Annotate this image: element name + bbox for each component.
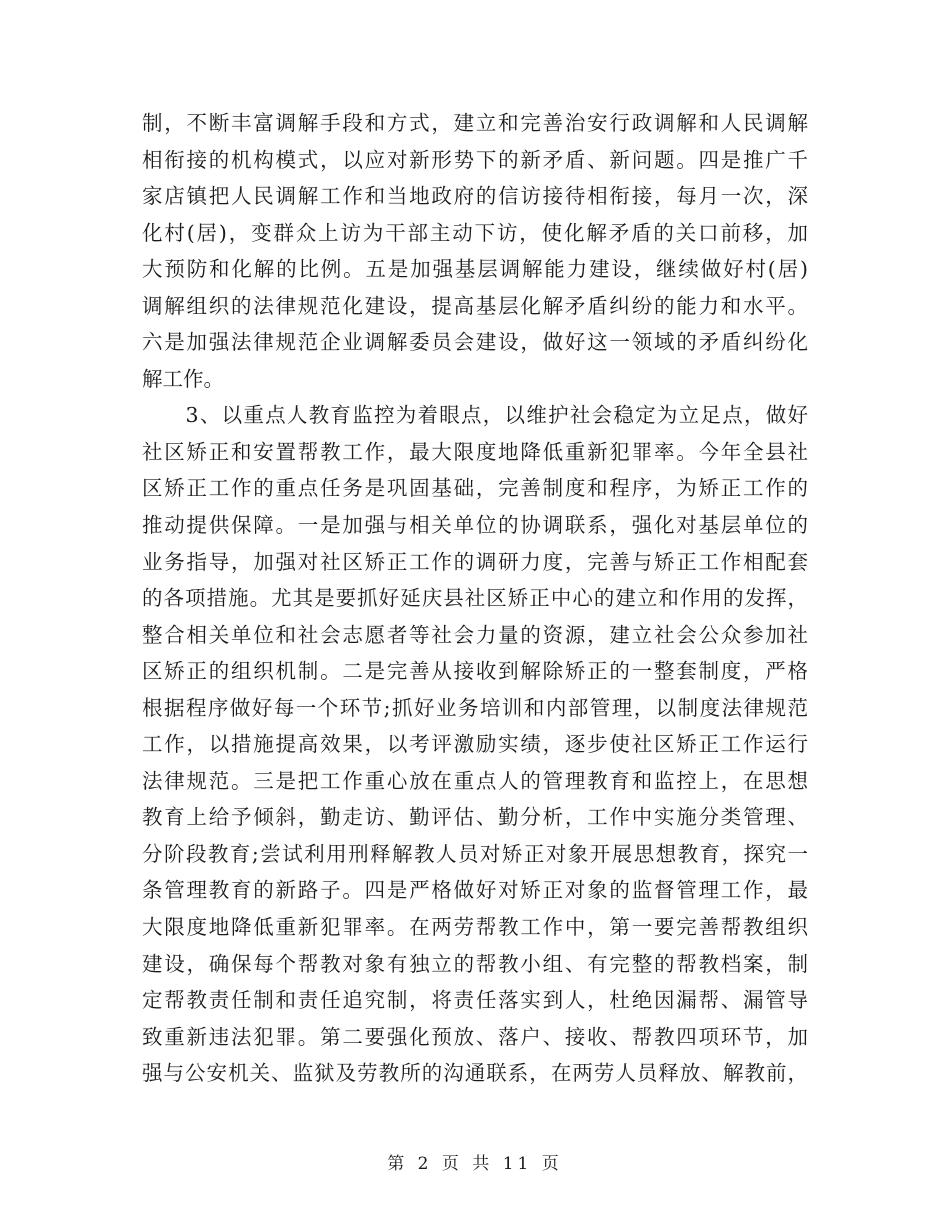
text-line: 推动提供保障。一是加强与相关单位的协调联系，强化对基层单位的 xyxy=(142,513,808,538)
page-number-footer: 第 2 页 共 11 页 xyxy=(387,1154,563,1174)
text-line: 调解组织的法律规范化建设，提高基层化解矛盾纠纷的能力和水平。 xyxy=(142,293,808,318)
text-line: 分阶段教育;尝试利用刑释解教人员对矫正对象开展思想教育，探究一 xyxy=(142,841,808,866)
text-line: 根据程序做好每一个环节;抓好业务培训和内部管理，以制度法律规范 xyxy=(142,695,808,720)
text-line: 六是加强法律规范企业调解委员会建设，做好这一领域的矛盾纠纷化 xyxy=(142,330,808,355)
text-line: 条管理教育的新路子。四是严格做好对矫正对象的监督管理工作，最 xyxy=(142,878,808,903)
text-line: 建设，确保每个帮教对象有独立的帮教小组、有完整的帮教档案，制 xyxy=(142,951,808,976)
text-line: 大预防和化解的比例。五是加强基层调解能力建设，继续做好村(居) xyxy=(142,257,808,282)
text-line: 区矫正的组织机制。二是完善从接收到解除矫正的一整套制度，严格 xyxy=(142,659,808,684)
text-line: 区矫正工作的重点任务是巩固基础，完善制度和程序，为矫正工作的 xyxy=(142,476,808,501)
body-text xyxy=(142,105,808,1092)
text-line: 制，不断丰富调解手段和方式，建立和完善治安行政调解和人民调解 xyxy=(142,111,808,135)
text-line: 致重新违法犯罪。第二要强化预放、落户、接收、帮教四项环节，加 xyxy=(142,1024,808,1049)
text-line: 强与公安机关、监狱及劳教所的沟通联系，在两劳人员释放、解教前， xyxy=(142,1061,808,1086)
text-line: 工作，以措施提高效果，以考评激励实绩，逐步使社区矫正工作运行 xyxy=(142,732,808,757)
text-line: 解工作。 xyxy=(142,366,224,391)
text-line: 教育上给予倾斜，勤走访、勤评估、勤分析，工作中实施分类管理、 xyxy=(142,805,808,830)
text-line: 社区矫正和安置帮教工作，最大限度地降低重新犯罪率。今年全县社 xyxy=(142,439,808,464)
text-line: 业务指导，加强对社区矫正工作的调研力度，完善与矫正工作相配套 xyxy=(142,549,808,574)
text-line: 化村(居)，变群众上访为干部主动下访，使化解矛盾的关口前移，加 xyxy=(142,220,808,245)
text-line: 的各项措施。尤其是要抓好延庆县社区矫正中心的建立和作用的发挥， xyxy=(142,586,808,611)
text-line: 大限度地降低重新犯罪率。在两劳帮教工作中，第一要完善帮教组织 xyxy=(142,915,808,940)
paragraph-mediation xyxy=(142,105,808,397)
paragraph-community-correction xyxy=(142,397,808,1091)
text-line: 定帮教责任制和责任追究制，将责任落实到人，杜绝因漏帮、漏管导 xyxy=(142,988,808,1013)
text-line: 相衔接的机构模式，以应对新形势下的新矛盾、新问题。四是推广千 xyxy=(142,147,808,172)
text-line: 法律规范。三是把工作重心放在重点人的管理教育和监控上，在思想 xyxy=(142,768,808,793)
text-line: 家店镇把人民调解工作和当地政府的信访接待相衔接，每月一次，深 xyxy=(142,184,808,209)
text-line: 3、以重点人教育监控为着眼点，以维护社会稳定为立足点，做好 xyxy=(142,403,808,428)
text-line: 整合相关单位和社会志愿者等社会力量的资源，建立社会公众参加社 xyxy=(142,622,808,647)
